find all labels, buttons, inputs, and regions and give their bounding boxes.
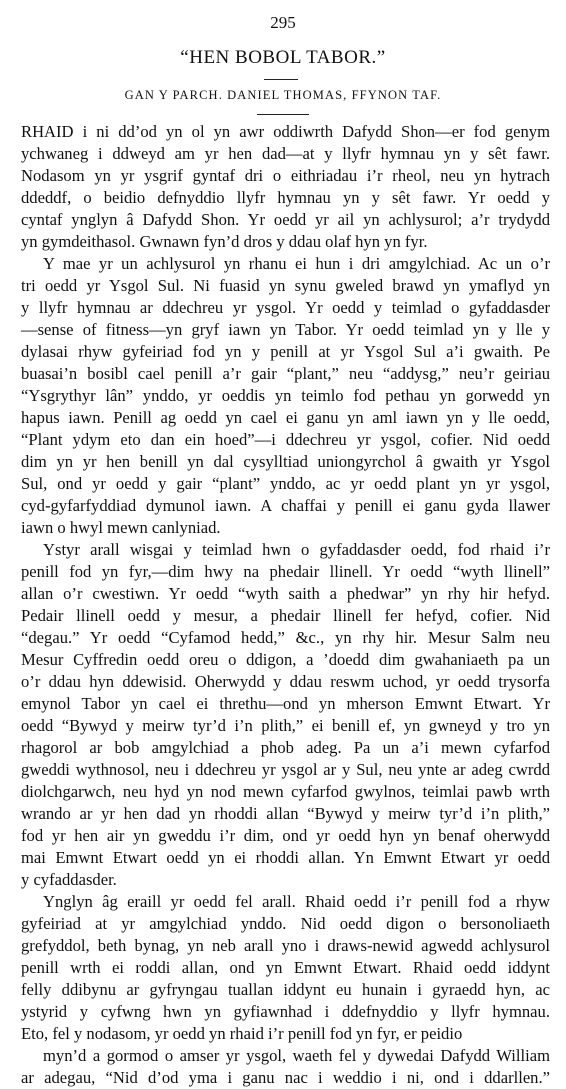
text-line: felly ddibynu ar gyfryngau tuallan iddynt eu hunain i gyraedd hyn, ac	[21, 980, 550, 999]
text-line: allan o’r cwestiwn. Yr oedd “wyth saith a phedwar” yn rhy hir hefyd.	[21, 584, 550, 603]
text-line: Y mae yr un achlysurol yn rhanu ei hun i dri amgylchiad. Ac un o’r	[43, 254, 550, 273]
author-byline: GAN Y PARCH. DANIEL THOMAS, FFYNON TAF.	[124, 88, 442, 102]
text-line: Sul, ond yr oedd y gair “plant” ynddo, ac yr oedd plant yn yr ysgol,	[21, 474, 550, 493]
text-line: penill fod yn fyr,—dim hwy na phedair llinell. Yr oedd “wyth llinell”	[21, 562, 550, 581]
article-title: “HEN BOBOL TABOR.”	[180, 47, 386, 68]
text-line: Eto, fel y nodasom, yr oedd yn rhaid i’r penill fod yn fyr, er peidio	[21, 1024, 463, 1043]
text-line: gweddi wythnosol, neu i ddechreu yr ysgol ar y Sul, neu ynte ar adeg cwrdd	[21, 760, 550, 779]
text-line: mai Emwnt Etwart oedd yn ei rhoddi allan. Yn Emwnt Etwart yr oedd	[21, 848, 550, 867]
text-line: ystyrid y cyfwng hwn yn gyfiawnhad i ddefnyddio y llyfr hymnau.	[21, 1002, 550, 1021]
text-line: “degau.” Yr oedd “Cyfamod hedd,” &c., yn rhy hir. Mesur Salm neu	[21, 628, 550, 647]
text-line: Mesur Cyffredin oedd oreu o ddigon, a ’doedd dim gwahaniaeth pa un	[21, 650, 550, 669]
text-line: Pedair llinell oedd y mesur, a phedair llinell fer hefyd, cofier. Nid	[21, 606, 550, 625]
text-line: yn gymdeithasol. Gwnawn fyn’d dros y ddau olaf hyn yn fyr.	[21, 232, 428, 251]
text-line: Ynglyn âg eraill yr oedd fel arall. Rhaid oedd i’r penill fod a rhyw	[43, 892, 550, 911]
text-line: rhagorol ar bob amgylchiad a phob adeg. Pa un a’i mewn cyfarfod	[21, 738, 550, 757]
text-line: y llyfr hymnau ar ddechreu yr ysgol. Yr oedd y teimlad o gyfaddasder	[21, 298, 550, 317]
text-line: iawn o hwyl mewn canlyniad.	[21, 518, 221, 537]
text-line: o’r ddau hyn ddewisid. Oherwydd y ddau reswm uchod, yr oedd trysorfa	[21, 672, 550, 691]
text-line: dylasai rhyw gyfeiriad fod yn y penill at yr Ysgol Sul a’i gwaith. Pe	[21, 342, 550, 361]
text-line: Nodasom yn yr ysgrif gyntaf dri o eithriadau i’r rheol, neu yn hytrach	[21, 166, 550, 185]
text-line: cyntaf ynglyn â Dafydd Shon. Yr oedd yr ail yn achlysurol; a’r trydydd	[21, 210, 550, 229]
text-line: myn’d a gormod o amser yr ysgol, waeth fel y dywedai Dafydd William	[43, 1046, 550, 1065]
text-line: “Ysgrythyr lân” ynddo, yr oeddis yn teimlo fod pethau yn gorwedd yn	[21, 386, 550, 405]
text-line: dim yn yr hen benill yn dal cysylltiad uniongyrchol â gwaith yr Ysgol	[21, 452, 550, 471]
text-line: RHAID i ni dd’od yn ol yn awr oddiwrth Dafydd Shon—er fod genym	[21, 122, 550, 141]
text-line: cyd-gyfarfyddiad dymunol iawn. A chaffai y penill ei ganu gyda llawer	[21, 496, 550, 515]
text-line: y cyfaddasder.	[21, 870, 117, 889]
text-line: diolchgarwch, neu hyd yn nod mewn cyfarfod gwylnos, teimlai pawb wrth	[21, 782, 550, 801]
byline-rule	[257, 114, 309, 115]
title-rule	[264, 79, 298, 80]
text-line: tri oedd yr Ysgol Sul. Ni fuasid yn synu gweled brawd yn ymaflyd yn	[21, 276, 550, 295]
text-line: penill wrth ei roddi allan, ond yn Emwnt Etwart. Rhaid oedd iddynt	[21, 958, 550, 977]
text-line: gyfeiriad at yr amgylchiad ynddo. Nid oedd digon o bersonoliaeth	[21, 914, 550, 933]
page-number: 295	[270, 13, 296, 32]
text-line: “Plant ydym eto dan ein hoed”—i ddechreu yr ysgol, cofier. Nid oedd	[21, 430, 550, 449]
text-line: buasai’n bosibl cael penill a’r gair “plant,” neu “addysg,” neu’r geiriau	[21, 364, 550, 383]
text-line: hapus iawn. Penill ag oedd yn cael ei ganu yn aml iawn yn y lle oedd,	[21, 408, 550, 427]
text-line: Ystyr arall wisgai y teimlad hwn o gyfaddasder oedd, fod rhaid i’r	[43, 540, 550, 559]
text-line: —sense of fitness—yn gryf iawn yn Tabor. Yr oedd teimlad yn y lle y	[21, 320, 550, 339]
text-line: wrando ar yr hen dad yn rhoddi allan “Bywyd y meirw tyr’d i’n plith,”	[21, 804, 550, 823]
text-line: oedd “Bywyd y meirw tyr’d i’n plith,” ei benill ef, yn gwneyd y tro yn	[21, 716, 550, 735]
text-line: ddeddf, o beidio defnyddio llyfr hymnau yn y sêt fawr. Yr oedd y	[21, 188, 550, 207]
text-line: ar adegau, “Nid d’od yma i ganu nac i weddio i ni, ond i ddarllen.”	[21, 1068, 550, 1087]
text-line: grefyddol, beth bynag, yn neb arall yno i draws-newid agwedd achlysurol	[21, 936, 550, 955]
text-line: emynol Tabor yn cael ei threthu—ond yn mherson Emwnt Etwart. Yr	[21, 694, 550, 713]
text-line: fod yr hen air yn gweddu i’r dim, ond yr oedd hyn yn benaf oherwydd	[21, 826, 550, 845]
text-line: ychwaneg i ddweyd am yr hen dad—at y llyfr hymnau yn y sêt fawr.	[21, 144, 550, 163]
